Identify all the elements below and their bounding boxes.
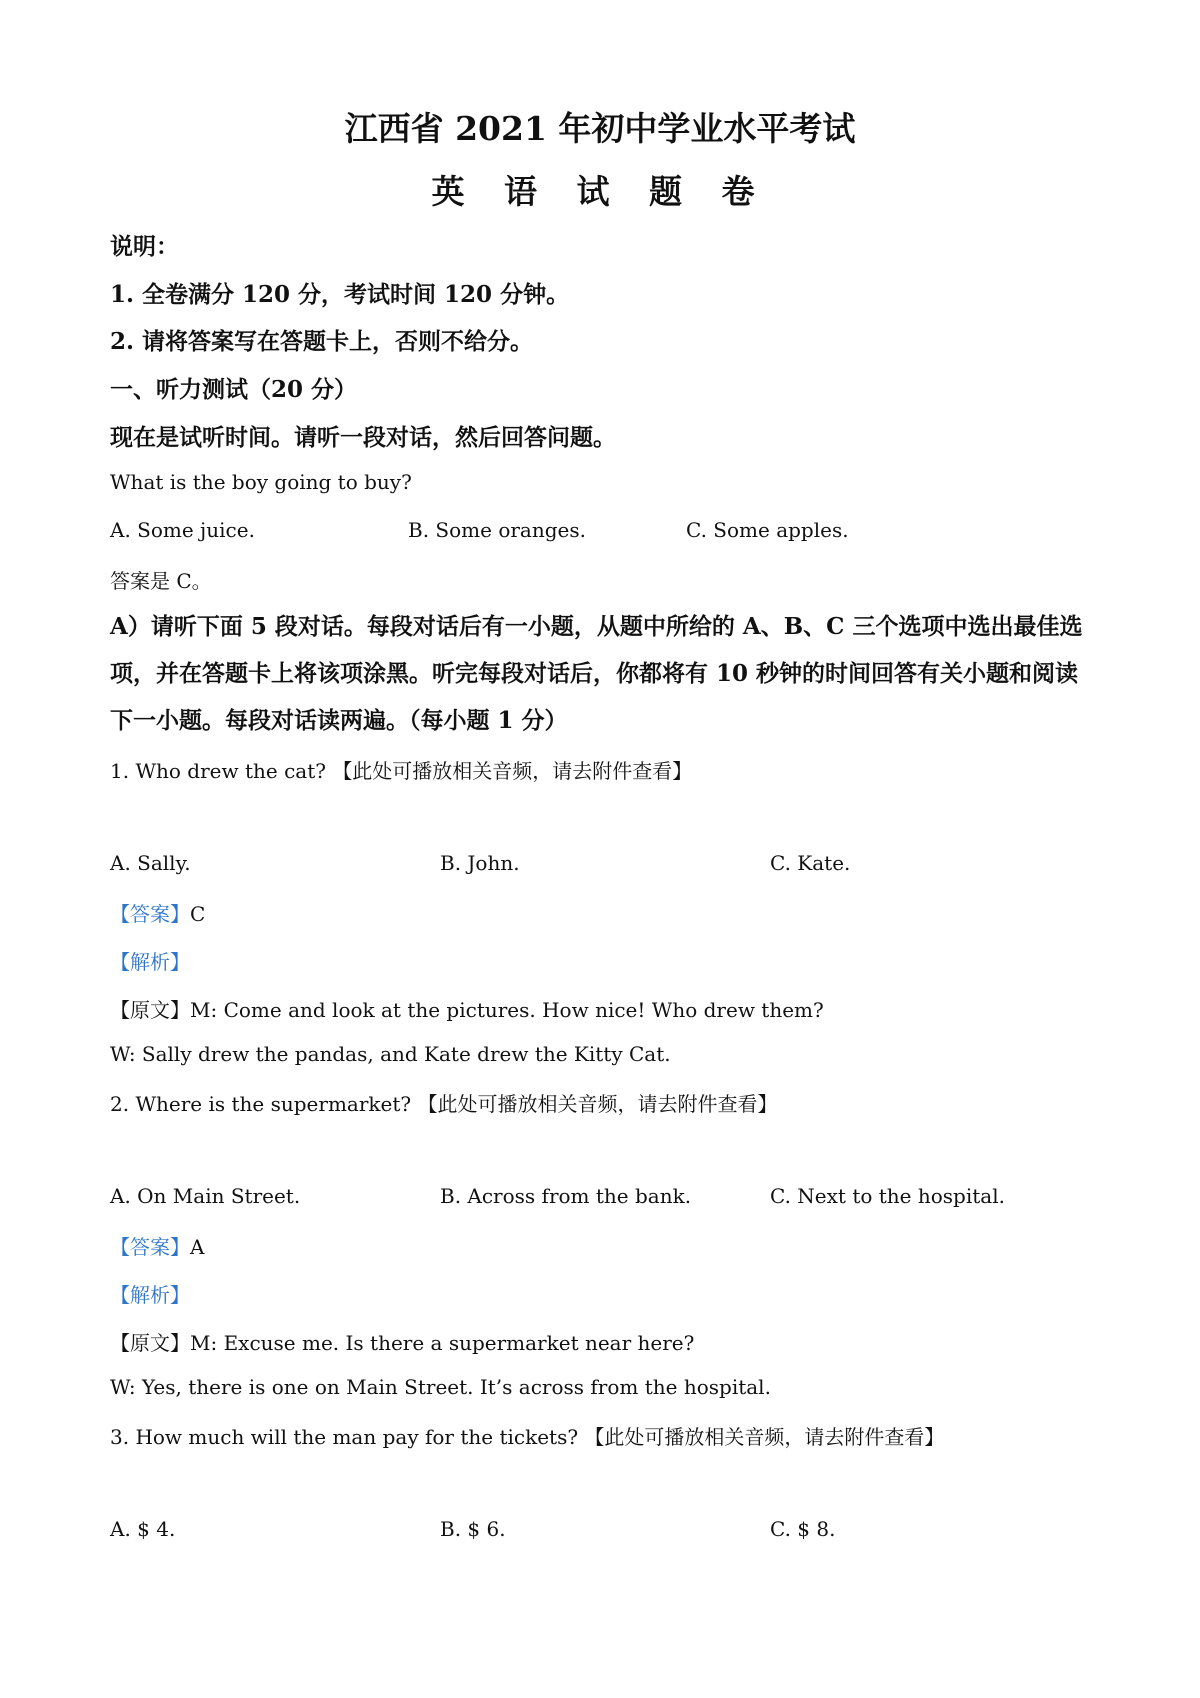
audio-note[interactable]: 【此处可播放相关音频，请去附件查看】 bbox=[332, 759, 693, 783]
script-label: 【原文】 bbox=[110, 998, 190, 1022]
exam-title: 江西省 2021 年初中学业水平考试 bbox=[344, 109, 856, 148]
question-2-stem bbox=[110, 1088, 777, 1117]
question-stem-text: 2. Where is the supermarket? bbox=[110, 1092, 412, 1116]
script-label: 【原文】 bbox=[110, 1331, 190, 1355]
question-1-script-line-2: W: Sally drew the pandas, and Kate drew the Kitty Cat. bbox=[110, 1042, 671, 1066]
question-2-option-c: C. Next to the hospital. bbox=[770, 1184, 1005, 1208]
answer-label: 【答案】 bbox=[110, 1235, 190, 1259]
question-1-answer bbox=[110, 898, 205, 927]
question-2-script-line-1 bbox=[110, 1327, 694, 1356]
note-item-1: 1. 全卷满分 120 分，考试时间 120 分钟。 bbox=[110, 281, 570, 308]
audio-note[interactable]: 【此处可播放相关音频，请去附件查看】 bbox=[417, 1092, 778, 1116]
question-2-analysis-label: 【解析】 bbox=[110, 1283, 190, 1307]
question-1-analysis-label: 【解析】 bbox=[110, 950, 190, 974]
question-2-answer bbox=[110, 1231, 204, 1260]
question-2-option-a: A. On Main Street. bbox=[110, 1184, 301, 1208]
question-stem-text: 1. Who drew the cat? bbox=[110, 759, 326, 783]
section-heading: 一、听力测试（20 分） bbox=[110, 376, 358, 403]
question-stem-text: 3. How much will the man pay for the tickets? bbox=[110, 1425, 579, 1449]
question-1-option-c: C. Kate. bbox=[770, 851, 851, 875]
part-a-instruction: A）请听下面 5 段对话。每段对话后有一小题，从题中所给的 A、B、C 三个选项中选出最佳选项，并在答题卡上将该项涂黑。听完每段对话后，你都将有 10 秒钟的时间回答有关小题和阅读下一小题。每段对话读两遍。（每小题 1 分） bbox=[110, 613, 1083, 734]
question-3-option-a: A. $ 4. bbox=[110, 1517, 176, 1541]
answer-value: C bbox=[190, 902, 206, 926]
trial-option-c: C. Some apples. bbox=[686, 518, 849, 542]
answer-value: A bbox=[190, 1235, 205, 1259]
answer-label: 【答案】 bbox=[110, 902, 190, 926]
trial-option-a: A. Some juice. bbox=[110, 518, 255, 542]
notes-label: 说明： bbox=[110, 233, 179, 260]
question-3-stem bbox=[110, 1421, 944, 1450]
trial-option-b: B. Some oranges. bbox=[408, 518, 586, 542]
script-text: M: Come and look at the pictures. How nice! Who drew them? bbox=[190, 998, 824, 1022]
question-2-option-b: B. Across from the bank. bbox=[440, 1184, 692, 1208]
note-item-2: 2. 请将答案写在答题卡上，否则不给分。 bbox=[110, 328, 534, 355]
script-text: M: Excuse me. Is there a supermarket near here? bbox=[190, 1331, 695, 1355]
exam-subtitle: 英 语 试 题 卷 bbox=[431, 172, 769, 211]
trial-answer: 答案是 C。 bbox=[110, 569, 212, 593]
question-3-option-b: B. $ 6. bbox=[440, 1517, 506, 1541]
question-3-option-c: C. $ 8. bbox=[770, 1517, 836, 1541]
question-1-option-b: B. John. bbox=[440, 851, 520, 875]
question-2-script-line-2: W: Yes, there is one on Main Street. It’s across from the hospital. bbox=[110, 1375, 771, 1399]
trial-question: What is the boy going to buy? bbox=[110, 470, 412, 494]
trial-instruction: 现在是试听时间。请听一段对话，然后回答问题。 bbox=[110, 424, 616, 451]
question-1-script-line-1 bbox=[110, 994, 824, 1023]
question-1-stem bbox=[110, 755, 692, 784]
audio-note[interactable]: 【此处可播放相关音频，请去附件查看】 bbox=[584, 1425, 945, 1449]
question-1-option-a: A. Sally. bbox=[110, 851, 191, 875]
